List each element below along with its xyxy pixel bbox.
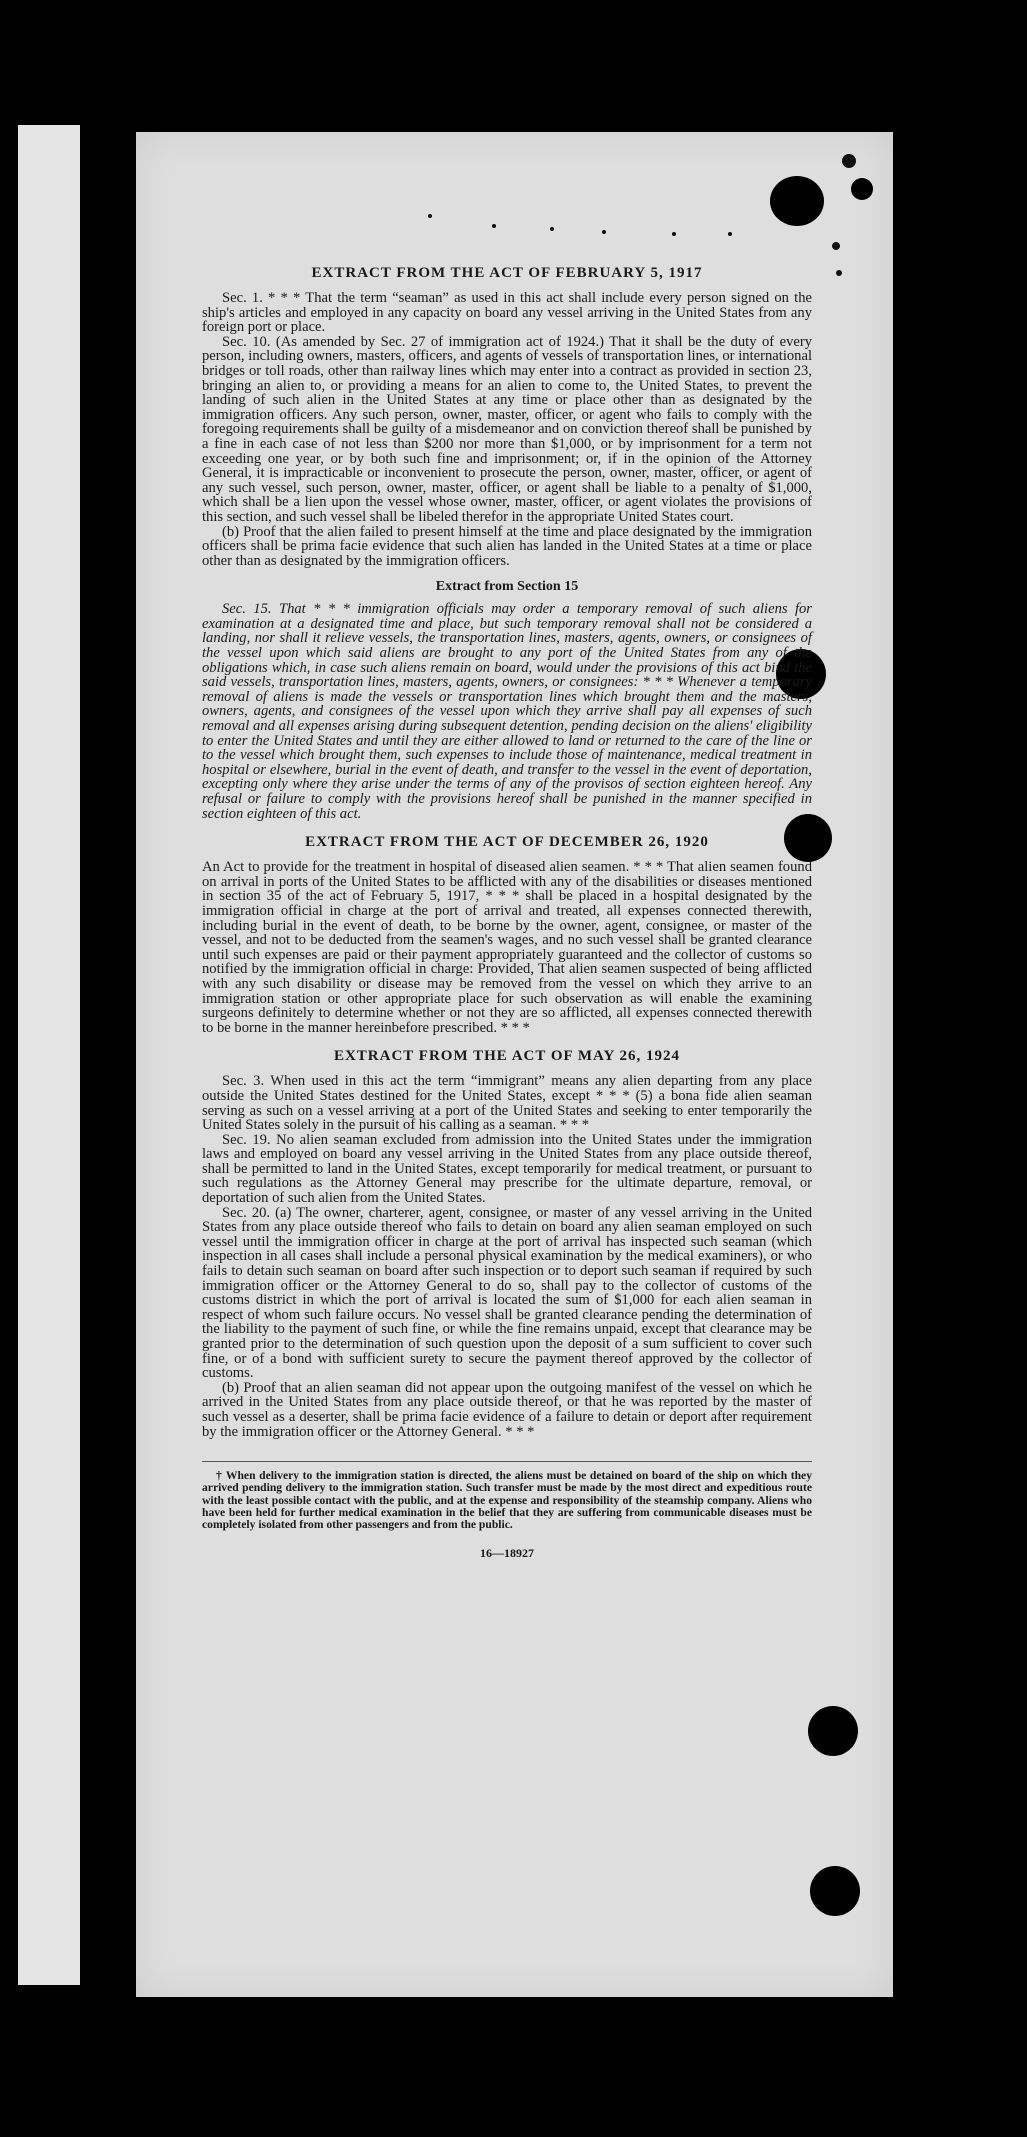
- speck: [550, 227, 554, 231]
- document-text: [202, 252, 812, 1559]
- speck: [842, 154, 856, 168]
- section-20-a-paragraph: Sec. 20. (a) The owner, charterer, agent, consignee, or master of any vessel arriving in the United States from any place outside thereof who fails to detain on board any alien seaman employed on such vessel until the immigration officer in charge at the port of arrival has inspected such seaman (which inspection in all cases shall include a personal physical examination by the medical examiners), or who fails to detain such seaman on board after such inspection or to deport such seaman if required by such immigration officer or the Attorney General to do so, shall pay to the collector of customs of the customs district in which the port of arrival is located the sum of $1,000 for each alien seaman in respect of whom such failure occurs. No vessel shall be granted clearance pending the determination of the liability to the payment of such fine, or while the fine remains unpaid, except that clearance may be granted prior to the determination of such question upon the deposit of a sum sufficient to cover such fine, or of a bond with sufficient surety to secure the payment thereof approved by the collector of customs.: [202, 1204, 812, 1382]
- speck: [728, 232, 732, 236]
- section-19-paragraph: Sec. 19. No alien seaman excluded from admission into the United States under the immigration laws and employed on board any vessel arriving in the United States from any place outside thereof, shall be permitted to land in the United States, except temporarily for medical treatment, or pursuant to such regulations as the Attorney General may prescribe for the ultimate departure, removal, or deportation of such alien from the United States.: [202, 1131, 812, 1207]
- section-15-paragraph: Sec. 15. That * * * immigration officials may order a temporary removal of such aliens for examination at a designated time and place, but such temporary removal shall not be considered a landing, nor shall it relieve vessels, the transportation lines, masters, agents, owners, or consignees of the vessel upon which said aliens are brought to any port of the United States from any of the obligations which, in case such aliens remain on board, would under the provisions of this act bind the said vessels, transportation lines, masters, agents, owners, or consignees: * * * Whenever a temporary removal of aliens is made the vessels or transportation lines which brought them and the masters, owners, agents, and consignees of the vessel upon which they arrive shall pay all expenses of such removal and all expenses arising during subsequent detention, pending decision on the aliens' eligibility to enter the United States and until they are either allowed to land or returned to the care of the line or to the vessel which brought them, such expenses to include those of maintenance, medical treatment in hospital or elsewhere, burial in the event of death, and transfer to the vessel in the event of deportation, excepting only where they arise under the terms of any of the provisos of section eighteen hereof. Any refusal or failure to comply with the provisions hereof shall be punished in the manner specified in section eighteen of this act.: [202, 601, 812, 822]
- section-1-paragraph: Sec. 1. * * * That the term “seaman” as used in this act shall include every person signed on the ship's articles and employed in any capacity on board any vessel arriving in the United States from any foreign port or place.: [202, 290, 812, 336]
- section-20-b-paragraph: (b) Proof that an alien seaman did not appear upon the outgoing manifest of the vessel on which he arrived in the United States from any place outside thereof, or that he was reported by the master of such vessel as a deserter, shall be prima facie evidence of a failure to detain or deport after requirement by the immigration officer or the Attorney General. * * *: [202, 1379, 812, 1440]
- speck: [832, 242, 840, 250]
- section-3-paragraph: Sec. 3. When used in this act the term “immigrant” means any alien departing from any place outside the United States destined for the United States, except * * * (5) a bona fide alien seaman serving as such on a vessel arriving at a port of the United States and seeking to enter temporarily the United States solely in the pursuit of his calling as a seaman. * * *: [202, 1073, 812, 1134]
- form-number: 16—18927: [480, 1546, 534, 1561]
- punch-hole: [851, 178, 873, 200]
- speck: [602, 230, 606, 234]
- section-10-b-paragraph: (b) Proof that the alien failed to present himself at the time and place designated by the immigration officers shall be prima facie evidence that such alien has landed in the United States at a time or place other than as designated by the immigration officers.: [202, 523, 812, 569]
- subheading-section-15: Extract from Section 15: [435, 579, 579, 595]
- speck: [836, 270, 842, 276]
- act-1920-paragraph: An Act to provide for the treatment in hospital of diseased alien seamen. * * * That alien seamen found on arrival in ports of the United States to be afflicted with any of the disabilities or diseases mentioned in section 35 of the act of February 5, 1917, * * * shall be placed in a hospital designated by the immigration official in charge at the port of arrival and treated, all expenses connected therewith, including burial in the event of death, to be borne by the owner, agent, consignee, or master of the vessel, and not to be deducted from the seamen's wages, and no such vessel shall be granted clearance until such expenses are paid or their payment appropriately guaranteed and the collector of customs so notified by the immigration official in charge: Provided, That alien seamen suspected of being afflicted with any such disability or disease may be removed from the vessel on which they arrive to an immigration station or other appropriate place for such observation as will enable the examining surgeons definitely to determine whether or not they are so afflicted, all expenses connected therewith to be borne in the manner hereinbefore prescribed. * * *: [202, 859, 812, 1036]
- punch-hole: [808, 1706, 858, 1756]
- document-page: [136, 132, 893, 1997]
- speck: [672, 232, 676, 236]
- speck: [428, 214, 432, 218]
- section-10-paragraph: Sec. 10. (As amended by Sec. 27 of immigration act of 1924.) That it shall be the duty of every person, including owners, masters, officers, and agents of vessels of transportation lines, or international bridges or toll roads, other than railway lines which may enter into a contract as provided in section 23, bringing an alien to, or providing a means for an alien to come to, the United States, to prevent the landing of such alien in the United States at any time or place other than as designated by the immigration officers. Any such person, owner, master, officer, or agent who fails to comply with the foregoing requirements shall be guilty of a misdemeanor and on conviction thereof shall be punished by a fine in each case of not less than $200 nor more than $1,000, or by imprisonment for a term not exceeding one year, or by both such fine and imprisonment; or, if in the opinion of the Attorney General, it is impracticable or inconvenient to prosecute the person, owner, master, officer, or agent of any such vessel, such person, owner, master, officer, or agent shall be liable to a penalty of $1,000, which shall be a lien upon the vessel whose owner, master, officer, or agent violates the provisions of this section, and such vessel shall be libeled therefor in the appropriate United States court.: [202, 333, 812, 525]
- heading-act-1917: EXTRACT FROM THE ACT OF FEBRUARY 5, 1917: [311, 265, 703, 281]
- speck: [492, 224, 496, 228]
- punch-hole: [810, 1866, 860, 1916]
- heading-act-1920: EXTRACT FROM THE ACT OF DECEMBER 26, 1920: [305, 834, 709, 851]
- adjacent-page-edge: [18, 125, 80, 1985]
- punch-hole: [770, 176, 824, 226]
- footnote: † When delivery to the immigration station is directed, the aliens must be detained on board of the ship on which they arrived pending delivery to the immigration station. Such transfer must be made by the most direct and expeditious route with the least possible contact with the public, and at the expense and responsibility of the steamship company. Aliens who have been held for further medical examination in the belief that they are suffering from communicable diseases must be completely isolated from other passengers and from the public.: [202, 1461, 812, 1531]
- heading-act-1924: EXTRACT FROM THE ACT OF MAY 26, 1924: [333, 1048, 681, 1065]
